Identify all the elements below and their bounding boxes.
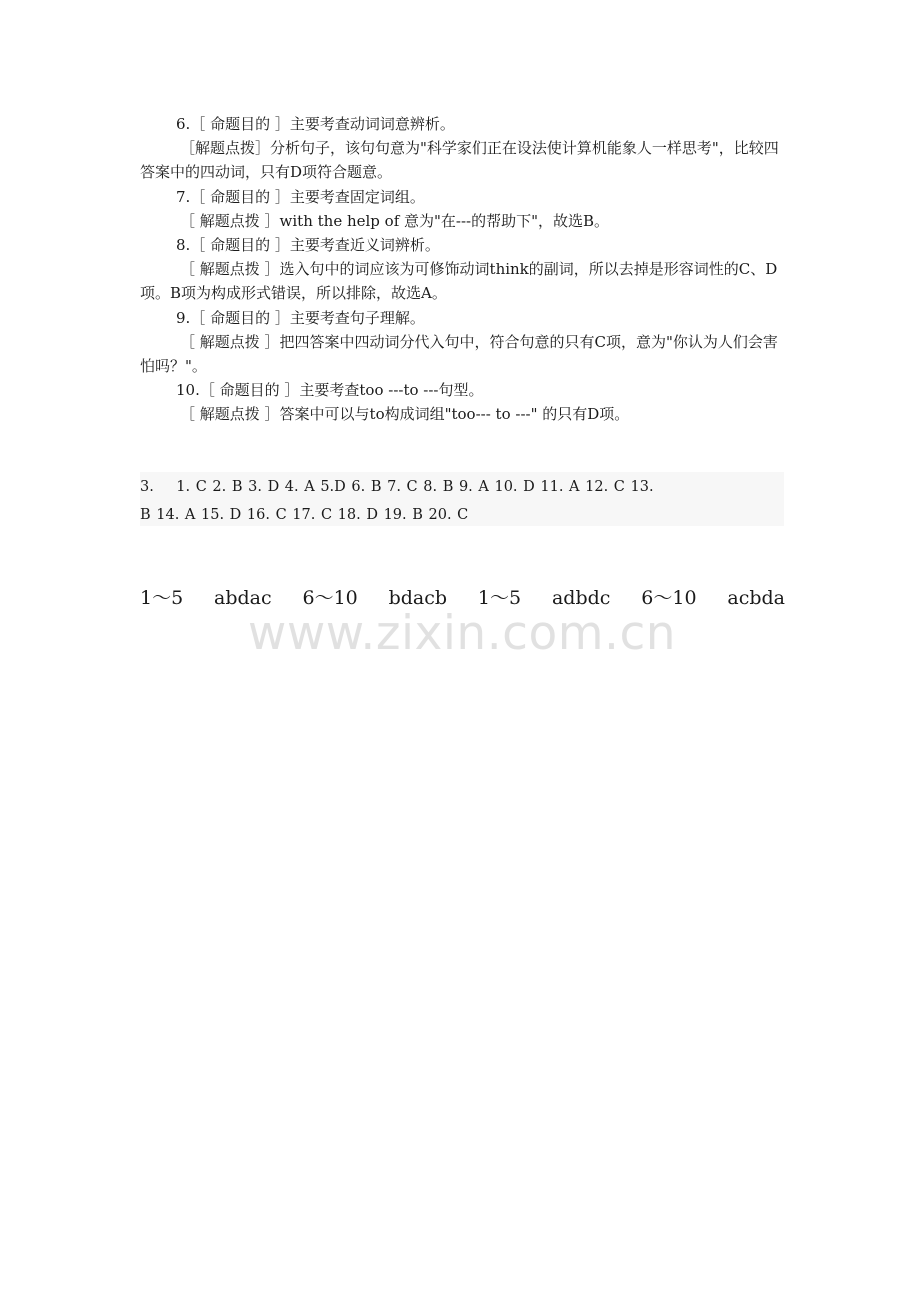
analysis-line: ［ 解题点拨 ］with the help of 意为"在---的帮助下"，故选B。: [180, 211, 610, 230]
range-label: 1～5: [140, 587, 184, 609]
answer-key-box: [140, 472, 784, 526]
analysis-line: 7.［ 命题目的 ］主要考查固定词组。: [176, 187, 425, 206]
range-answers: abdac: [214, 587, 272, 609]
range-label: 6～10: [302, 587, 358, 609]
analysis-line: ［ 解题点拨 ］答案中可以与to构成词组"too--- to ---" 的只有D项。: [180, 405, 630, 424]
range-label: 1～5: [477, 587, 522, 609]
analysis-line: ［ 解题点拨 ］把四答案中四动词分代入句中，符合句意的只有C项，意为"你认为人们会害怕吗？"。: [140, 332, 778, 376]
analysis-line: 6.［ 命题目的 ］主要考查动词词意辨析。: [176, 115, 455, 133]
answer-key-line: B 14. A 15. D 16. C 17. C 18. D 19. B 20. C: [140, 507, 469, 523]
analysis-section: [140, 112, 790, 427]
watermark: www.zixin.com.cn: [247, 606, 677, 661]
range-answers: bdacb: [388, 587, 448, 609]
analysis-line: ［ 解题点拨 ］选入句中的词应该为可修饰动词think的副词，所以去掉是形容词性的C、D项。B项为构成形式错误，所以排除，故选A。: [140, 260, 778, 303]
analysis-line: ［解题点拨］分析句子，该句句意为"科学家们正在设法使计算机能象人一样思考"，比较四答案中的四动词，只有D项符合题意。: [140, 139, 779, 182]
analysis-line: 10.［ 命题目的 ］主要考查too ---to ---句型。: [176, 381, 484, 400]
analysis-line: 9.［ 命题目的 ］主要考查句子理解。: [176, 308, 425, 327]
analysis-line: 8.［ 命题目的 ］主要考查近义词辨析。: [176, 236, 440, 255]
range-answers: acbda: [727, 587, 785, 609]
range-label: 6～10: [641, 587, 697, 609]
answer-key-line: 3. 1. C 2. B 3. D 4. A 5.D 6. B 7. C 8. B 9. A 10. D 11. A 12. C 13.: [140, 479, 654, 495]
range-answers: adbdc: [551, 587, 611, 609]
range-answer-row: [140, 586, 785, 610]
